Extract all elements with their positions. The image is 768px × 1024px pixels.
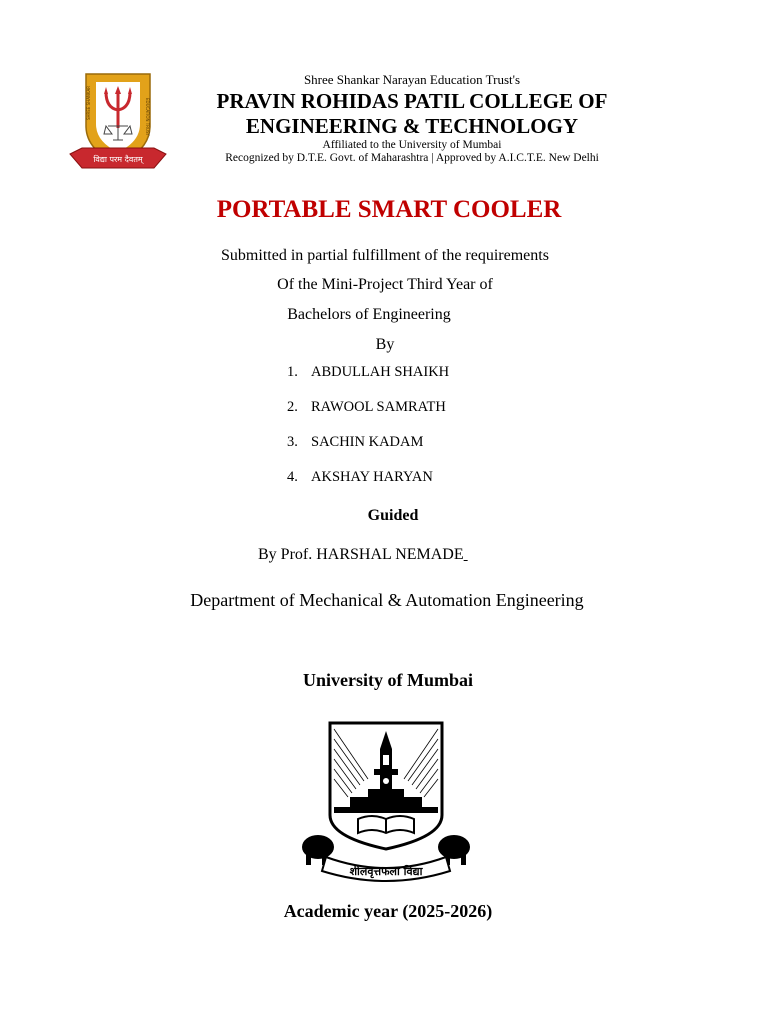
project-title: PORTABLE SMART COOLER xyxy=(216,196,562,223)
svg-text:शीलवृत्तफला विद्या: शीलवृत्तफला विद्या xyxy=(349,865,423,878)
department-name: Department of Mechanical & Automation Engineering xyxy=(190,590,584,610)
guided-label: Guided xyxy=(367,507,419,524)
submission-line-3: Bachelors of Engineering xyxy=(287,306,451,323)
guide-name xyxy=(258,546,468,564)
member-number: 4. xyxy=(287,469,298,485)
college-name-line1: PRAVIN ROHIDAS PATIL COLLEGE OF xyxy=(216,89,608,113)
by-label: By xyxy=(375,336,395,353)
college-name-line2: ENGINEERING & TECHNOLOGY xyxy=(245,114,579,138)
member-number: 3. xyxy=(287,434,298,450)
academic-year: Academic year (2025-2026) xyxy=(283,901,493,921)
member-list-item xyxy=(287,399,446,416)
member-list-item xyxy=(287,434,423,451)
svg-text:विद्या परम दैवतम्: विद्या परम दैवतम् xyxy=(93,155,143,164)
college-crest-icon xyxy=(68,70,168,174)
underline-mark xyxy=(464,546,468,563)
member-name: ABDULLAH SHAIKH xyxy=(311,364,450,380)
member-number: 2. xyxy=(287,399,298,415)
university-crest-icon xyxy=(298,719,474,891)
member-name: RAWOOL SAMRATH xyxy=(311,399,446,415)
recognition-text: Recognized by D.T.E. Govt. of Maharashtra | Approved by A.I.C.T.E. New Delhi xyxy=(225,152,599,164)
trust-name: Shree Shankar Narayan Education Trust's xyxy=(303,72,521,87)
university-name: University of Mumbai xyxy=(303,670,473,690)
svg-text:SHREE SHANKAR: SHREE SHANKAR xyxy=(86,86,91,120)
submission-line-2: Of the Mini-Project Third Year of xyxy=(277,276,493,293)
member-number: 1. xyxy=(287,364,298,380)
svg-text:EDUCATION TRUST: EDUCATION TRUST xyxy=(145,98,150,136)
member-name: SACHIN KADAM xyxy=(311,434,424,450)
member-name: AKSHAY HARYAN xyxy=(311,469,433,485)
guide-name-text: By Prof. HARSHAL NEMADE xyxy=(258,546,464,563)
member-list-item xyxy=(287,469,433,486)
member-list-item xyxy=(287,364,449,381)
affiliation-text: Affiliated to the University of Mumbai xyxy=(322,139,502,151)
college-name xyxy=(186,89,638,139)
submission-line-1: Submitted in partial fulfillment of the requirements xyxy=(221,247,549,264)
